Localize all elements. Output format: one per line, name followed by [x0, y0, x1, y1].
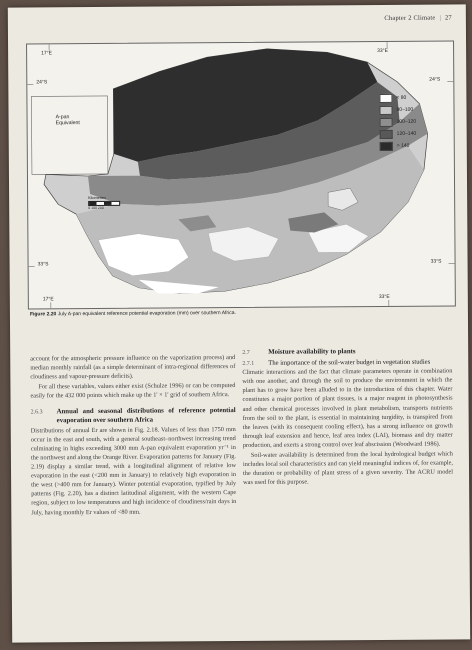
section-heading-2-7	[242, 348, 452, 358]
coord-left-lat-bottom: 33°S	[37, 261, 49, 268]
legend-label: < 80	[396, 94, 407, 101]
running-head	[384, 15, 452, 22]
right-paragraph-2: Soil-water availability is determined from the local hydrological budget which includes local soil characteristics and can yield meaningful indices of, for example, the duration or probability of plant stress of a given severity. The ACRU model was used for this purpose.	[242, 450, 454, 487]
legend-swatch	[380, 141, 393, 150]
coord-bottom-right: 33°E	[378, 293, 390, 301]
caption-number: Figure 2.20	[29, 311, 57, 318]
legend-label: 100–120	[396, 118, 417, 125]
legend-swatch	[379, 105, 392, 114]
inset-box	[31, 96, 108, 175]
right-column	[242, 348, 453, 489]
legend-swatch	[379, 93, 392, 102]
legend-label: 80–100	[396, 106, 414, 113]
left-paragraph-1: account for the atmospheric pressure influence on the vaporization process) and median monthly rainfall (as a simple determinant of intra-regional differences of cloudiness and vapour-pressure deficits).	[30, 354, 236, 381]
subsection-title: The importance of the soil-water budget in vegetation studies	[268, 358, 431, 367]
section-number: 2.6.3	[30, 409, 43, 416]
legend-row	[379, 92, 416, 104]
legend-row	[380, 116, 417, 128]
section-number: 2.7	[242, 349, 250, 356]
left-paragraph-3: Distributions of annual Er are shown in Fig. 2.18. Values of less than 1750 mm occur in the east and south, with a general southeast–northwest increasing trend culminating in highs exceeding 3000 mm A-pan equivalent evaporation yr⁻¹ in the northwest and along the Orange River. Evaporation patterns for January (Fig. 2.19) display a similar trend, with a longitudinal alignment of relative low evaporation in the east (<200 mm in January) to relatively high evaporation in the west (>400 mm for January). Winter potential evaporation, typified by July patterns (Fig. 2.20), has a distinct latitudinal alignment, with the western Cape region, subject to low temperatures and high incidence of cloudiness/rain days in July, having monthly Er values of <80 mm.	[30, 425, 237, 516]
book-page	[8, 4, 470, 642]
left-column	[30, 353, 236, 518]
legend-swatch	[380, 117, 393, 126]
coord-left-lat-top: 24°S	[36, 79, 48, 86]
coord-bottom-left: 17°E	[42, 296, 54, 303]
coord-right-lat-top: 24°S	[429, 76, 441, 83]
coord-top-right: 33°E	[377, 47, 389, 55]
scale-label: Kilometres	[88, 195, 107, 201]
section-heading-2-6-3	[31, 407, 236, 426]
evaporation-map-svg	[27, 41, 455, 308]
page-number: 27	[444, 14, 452, 22]
legend-label: 120–140	[396, 130, 417, 137]
section-title: Moisture availability to plants	[268, 348, 356, 356]
inset-label-line1: A-pan	[55, 114, 70, 121]
left-paragraph-2: For all these variables, values either exist (Schulze 1996) or can be computed easily for the 432 000 points which make up the 1' × 1' grid of southern Africa.	[30, 382, 236, 400]
scale-bar	[88, 196, 120, 210]
legend-label: > 140	[396, 142, 410, 149]
coord-right-lat-bottom: 33°S	[430, 258, 442, 265]
scale-numbers: 0 100 200	[88, 205, 104, 211]
caption-text: July A-pan equivalent reference potential evaporation (mm) over southern Africa.	[57, 310, 236, 318]
legend-row	[379, 104, 416, 116]
inset-label	[56, 114, 80, 127]
figure-map	[26, 40, 456, 309]
section-title: Annual and seasonal distributions of reference potential evaporation over southern Africa	[56, 407, 236, 425]
separator: |	[439, 14, 441, 22]
legend-swatch	[380, 129, 393, 138]
legend-row	[380, 128, 417, 140]
right-paragraph-1: Climatic interactions and the fact that climate parameters operate in combination with one another, and through the soil to produce the environment in which the plant has to grow have been alluded to in the introduction of this chapter. Water constitutes a major portion of plant tissues, is a major reagent in photosynthesis and other chemical processes involved in plant metabolism, transports nutrients from the soil to the plant, is essential in maintaining turgidity, is transpired from the leaves (with its consequent cooling effect), has a strong influence on growth through leaf extension and hence, leaf area index (LAI), biomass and dry matter production, and exerts a strong control over leaf abscission (Woodward 1986).	[242, 367, 453, 449]
legend-row	[380, 140, 417, 152]
inset-label-line2: Equivalent	[55, 120, 80, 127]
figure-caption	[30, 310, 240, 317]
subsection-number: 2.7.1	[242, 360, 255, 367]
coord-top-left: 17°E	[41, 50, 53, 57]
chapter-title: Chapter 2 Climate	[384, 14, 436, 22]
map-legend	[379, 92, 416, 152]
